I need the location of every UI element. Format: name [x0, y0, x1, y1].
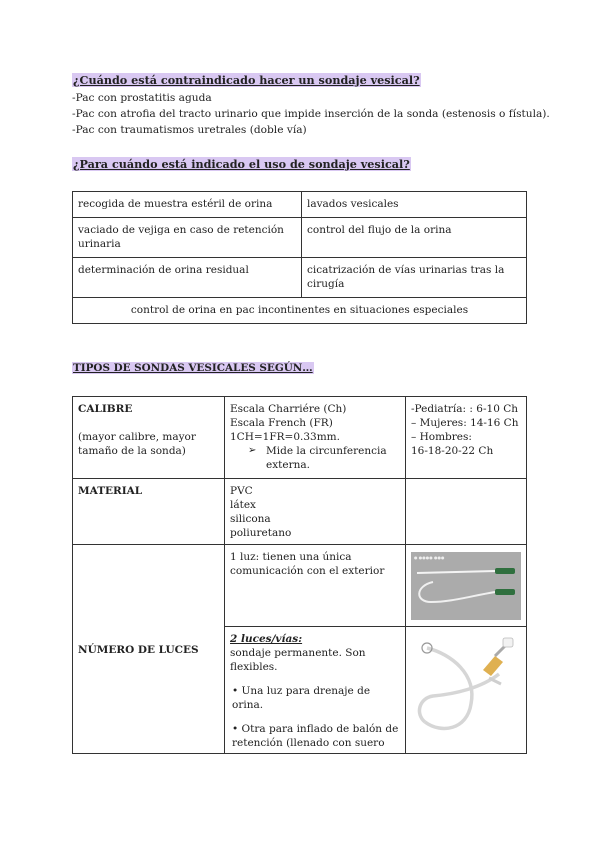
table-row	[73, 545, 527, 627]
empty-cell	[406, 479, 527, 545]
scale-line: Escala Charriére (Ch)	[230, 403, 347, 415]
two-lumen-bullet: • Una luz para drenaje de orina.	[232, 685, 371, 711]
table-row	[73, 192, 527, 218]
material-item: poliuretano	[230, 527, 292, 539]
types-table	[72, 396, 527, 754]
calibre-scales-cell	[225, 397, 406, 479]
table-cell: control de orina en pac incontinentes en situaciones especiales	[73, 298, 527, 324]
material-label: MATERIAL	[78, 485, 143, 497]
scale-line: Escala French (FR)	[230, 417, 333, 429]
contraindication-item: -Pac con prostatitis aguda	[72, 92, 212, 104]
foley-catheter-image	[411, 634, 521, 744]
indications-title: ¿Para cuándo está indicado el uso de sondaje vesical?	[73, 157, 410, 171]
contraindication-item: -Pac con traumatismos uretrales (doble vía)	[72, 124, 307, 136]
one-lumen-cell	[225, 545, 406, 627]
table-cell: vaciado de vejiga en caso de retención urinaria	[73, 218, 302, 258]
two-lumen-image-cell	[406, 627, 527, 754]
table-row	[73, 298, 527, 324]
calibre-label-cell	[73, 397, 225, 479]
size-line: – Hombres:	[411, 431, 472, 443]
table-row	[73, 479, 527, 545]
calibre-sizes-cell	[406, 397, 527, 479]
two-lumen-title: 2 luces/vías:	[230, 633, 303, 645]
contraindications-title: ¿Cuándo está contraindicado hacer un sondaje vesical?	[73, 73, 420, 87]
two-lumen-desc: sondaje permanente. Son flexibles.	[230, 647, 366, 673]
table-cell: cicatrización de vías urinarias tras la cirugía	[302, 258, 527, 298]
table-cell: recogida de muestra estéril de orina	[73, 192, 302, 218]
material-item: látex	[230, 499, 256, 511]
one-lumen-image-cell	[406, 545, 527, 627]
types-title: TIPOS DE SONDAS VESICALES SEGÚN…	[73, 362, 313, 374]
one-lumen-text: 1 luz: tienen una única comunicación con el exterior	[230, 551, 385, 577]
table-cell: lavados vesicales	[302, 192, 527, 218]
table-row	[73, 258, 527, 298]
material-item: silicona	[230, 513, 271, 525]
table-row	[73, 397, 527, 479]
calibre-label: CALIBRE	[78, 403, 133, 415]
material-item: PVC	[230, 485, 253, 497]
contraindication-item: -Pac con atrofia del tracto urinario que impide inserción de la sonda (estenosis o fístula).	[72, 108, 550, 120]
scale-line: 1CH=1FR=0.33mm.	[230, 431, 340, 443]
types-section	[72, 360, 314, 376]
size-line: – Mujeres: 14-16 Ch	[411, 417, 519, 429]
table-row	[73, 218, 527, 258]
luces-label: NÚMERO DE LUCES	[78, 644, 199, 656]
two-lumen-bullet: • Otra para inflado de balón de retención (llenado con suero	[232, 723, 399, 749]
size-line: -Pediatría: : 6-10 Ch	[411, 403, 519, 415]
table-cell: control del flujo de la orina	[302, 218, 527, 258]
arrow-list	[230, 444, 400, 472]
contraindications-section	[72, 72, 550, 138]
single-lumen-catheter-image	[411, 552, 521, 620]
indications-table	[72, 191, 527, 324]
luces-label-cell	[73, 545, 225, 754]
size-line: 16-18-20-22 Ch	[411, 445, 494, 457]
indications-section	[72, 156, 411, 173]
two-lumen-cell	[225, 627, 406, 754]
arrow-bullet: ➢ Mide la circunferencia externa.	[252, 444, 400, 472]
svg-text:● ●●●● ●●●: ● ●●●● ●●●	[414, 555, 445, 560]
table-cell: determinación de orina residual	[73, 258, 302, 298]
material-items-cell	[225, 479, 406, 545]
material-label-cell	[73, 479, 225, 545]
calibre-note: (mayor calibre, mayor tamaño de la sonda)	[78, 431, 196, 457]
